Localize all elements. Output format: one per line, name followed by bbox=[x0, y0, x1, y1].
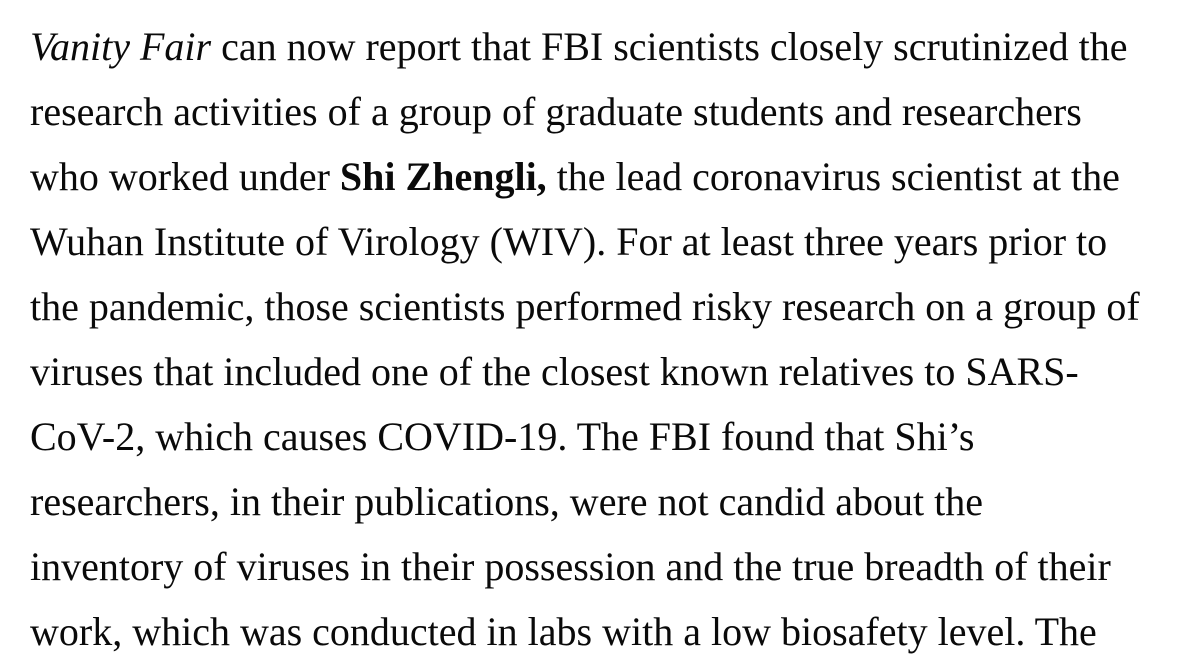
paragraph-text-segment: can now report that FBI scientists closely scrutinized the research activities of a group of graduate students and researchers who worked under bbox=[30, 24, 1128, 199]
publication-name-italic: Vanity Fair bbox=[30, 24, 212, 69]
article-paragraph bbox=[30, 14, 1142, 664]
person-name-bold: Shi Zhengli, bbox=[339, 154, 547, 199]
paragraph-text-segment: the lead coronavirus scientist at the Wuhan Institute of Virology (WIV). For at least three years prior to the pandemic, those scientists performed risky research on a group of viruses that included one of the closest known relatives to SARS-CoV-2, which causes COVID-19. The FBI found that Shi’s researchers, in their publications, were not candid about the inventory of viruses in their possession and the true breadth of their work, which was conducted in labs with a low biosafety level. The bbox=[30, 154, 1140, 654]
